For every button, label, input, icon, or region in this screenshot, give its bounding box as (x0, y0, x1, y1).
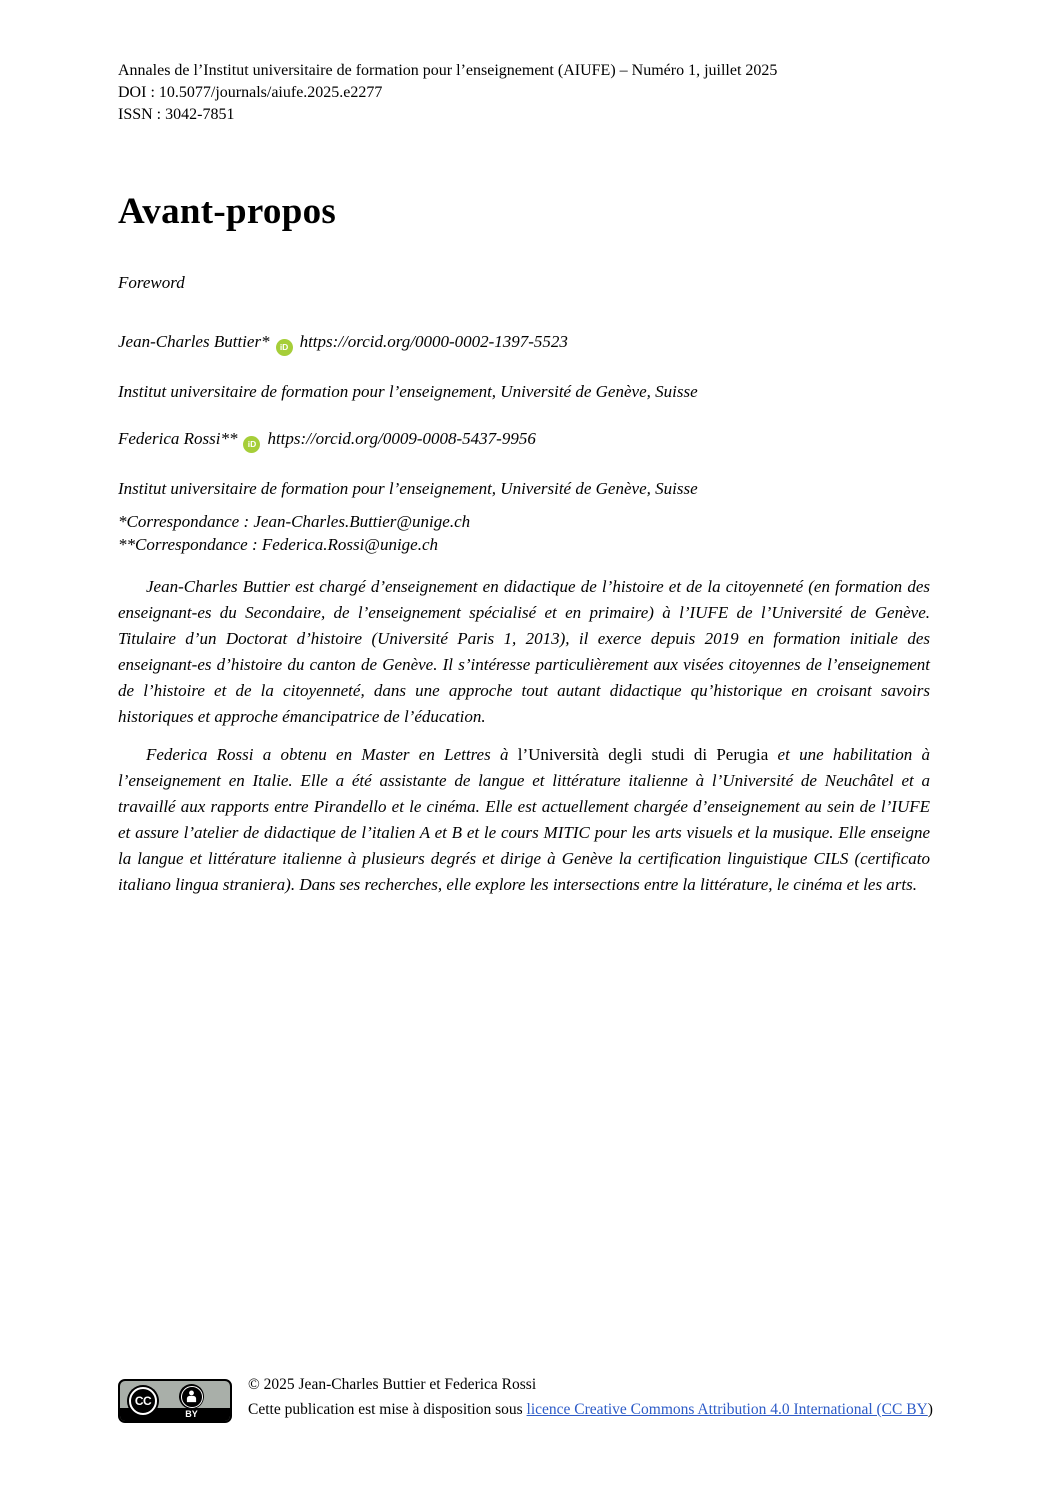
issn-line: ISSN : 3042-7851 (118, 106, 235, 123)
journal-title-line: Annales de l’Institut universitaire de formation pour l’enseignement (AIUFE) – Numéro 1, juillet 2025 (118, 62, 778, 79)
copyright-line: © 2025 Jean-Charles Buttier et Federica Rossi (248, 1376, 537, 1393)
page-content (118, 0, 930, 898)
license-link[interactable]: licence Creative Commons Attribution 4.0 International (CC BY (526, 1401, 928, 1418)
license-footer (118, 1372, 978, 1423)
bio-rossi-university: l’Università degli studi di Perugia (517, 744, 769, 764)
orcid-icon: iD (276, 339, 293, 356)
correspondence-block (118, 510, 930, 556)
doi-line: DOI : 10.5077/journals/aiufe.2025.e2277 (118, 84, 383, 101)
correspondence-buttier: *Correspondance : Jean-Charles.Buttier@unige.ch (118, 511, 471, 531)
by-label: BY (185, 1409, 198, 1419)
license-prefix: Cette publication est mise à disposition sous (248, 1401, 527, 1418)
bio-rossi-part1: Federica Rossi a obtenu en Master en Lettres à (146, 744, 518, 764)
author-line-rossi (118, 427, 930, 453)
affiliation-buttier: Institut universitaire de formation pour l’enseignement, Université de Genève, Suisse (118, 381, 698, 401)
cc-logo-icon: CC (127, 1385, 159, 1417)
bio-rossi-part2: et une habilitation à l’enseignement en Italie. Elle a été assistante de langue et littérature italienne à l’Université de Neuchâtel et a travaillé aux rapports entre Pirandello et le cinéma. Elle est actuellement chargée d’enseignement au sein de l’IUFE et assure l’atelier de didactique de l’italien A et B et le cours MITIC pour les arts visuels et la musique. Elle enseigne la langue et littérature italienne à plusieurs degrés et dirige à Genève la certification linguistique CILS (certificato italiano lingua straniera). Dans ses recherches, elle explore les intersections entre la littérature, le cinéma et les arts. (118, 744, 931, 894)
cc-by-badge[interactable] (118, 1379, 232, 1423)
author-name: Federica Rossi** (118, 428, 238, 448)
footer-text (248, 1372, 933, 1422)
person-icon (179, 1384, 204, 1409)
license-suffix: ) (927, 1401, 933, 1418)
orcid-icon: iD (243, 436, 260, 453)
affiliation-rossi: Institut universitaire de formation pour l’enseignement, Université de Genève, Suisse (118, 478, 698, 498)
orcid-url: https://orcid.org/0000-0002-1397-5523 (299, 332, 568, 351)
bio-buttier: Jean-Charles Buttier est chargé d’enseignement en didactique de l’histoire et de la citoyenneté (en formation des enseignant-es du Secondaire, de l’enseignement spécialisé et en primaire) à l’IUFE de l’Université de Genève. Titulaire d’un Doctorat d’histoire (Université Paris 1, 2013), il exerce depuis 2019 en formation initiale des enseignant-es d’histoire du canton de Genève. Il s’intéresse particulièrement aux visées citoyennes de l’enseignement de l’histoire et de la citoyenneté, dans une approche tout autant didactique qu’historique en croisant savoirs historiques et approche émancipatrice de l’éducation. (118, 576, 930, 726)
author-name: Jean-Charles Buttier* (118, 332, 270, 351)
author-line-buttier (118, 330, 930, 356)
orcid-url: https://orcid.org/0009-0008-5437-9956 (267, 428, 536, 448)
bio-rossi (118, 742, 930, 898)
journal-header (118, 0, 930, 126)
correspondence-rossi: **Correspondance : Federica.Rossi@unige.ch (118, 534, 439, 554)
license-line (248, 1397, 933, 1422)
subtitle-foreword: Foreword (118, 273, 185, 292)
page-title: Avant-propos (118, 191, 337, 232)
